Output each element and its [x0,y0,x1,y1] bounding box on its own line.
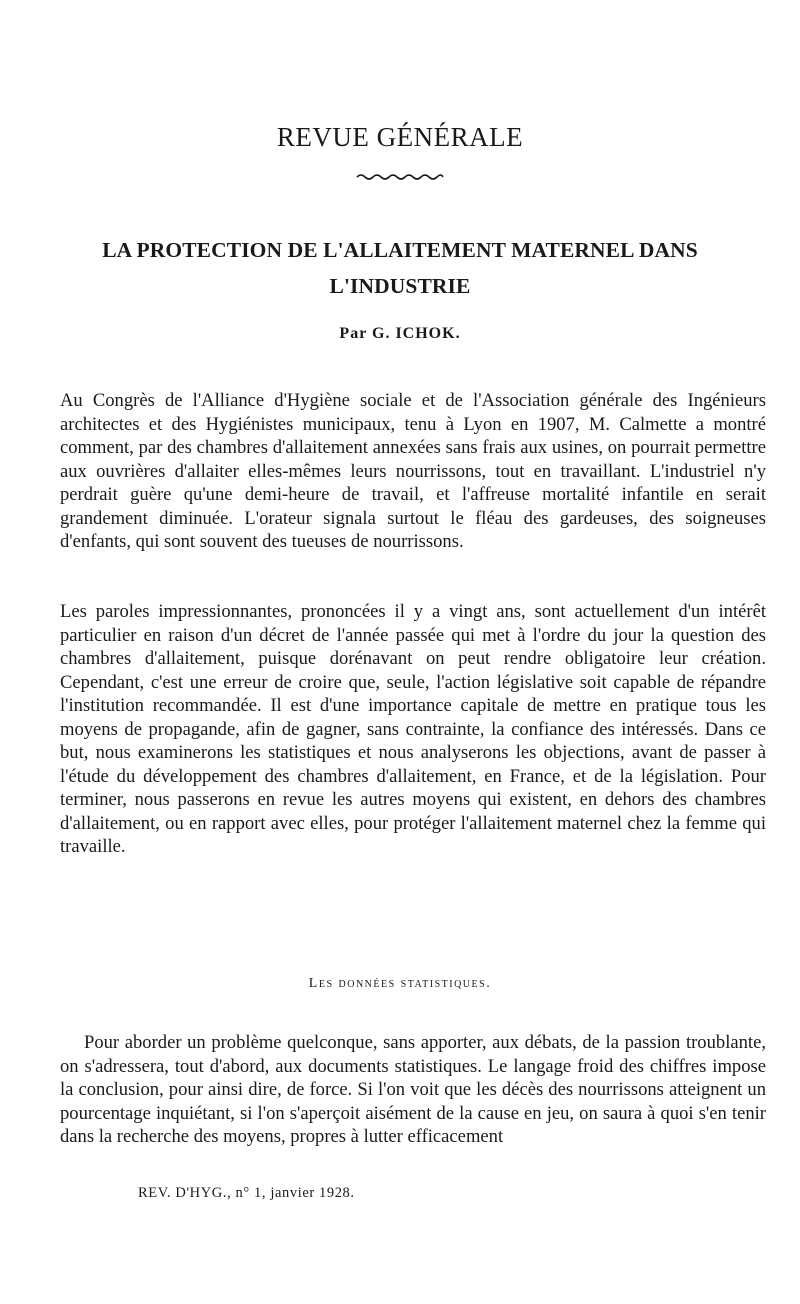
paragraph-context: Les paroles impressionnantes, prononcées il y a vingt ans, sont actuellement d'un intérêt particulier en raison d'un décret de l'année passée qui met à l'ordre du jour la question des chambres d'allaitement, puisque dorénavant on peut rendre obligatoire leur création. Cependant, c'est une erreur de croire que, seule, l'action législative soit capable de répandre l'institution recommandée. Il est d'une importance capitale de mettre en pratique tous les moyens de propagande, afin de gagner, sans contrainte, la confiance des intéressés. Dans ce but, nous examinerons les statistiques et nous analyserons les objections, avant de passer à l'étude du développement des chambres d'allaitement, en France, et de la législation. Pour terminer, nous passerons en revue les autres moyens qui existent, en dehors des chambres d'allaitement, ou en rapport avec elles, pour protéger l'allaitement maternel chez la femme qui travaille. [60,601,766,857]
author-byline: Par G. ICHOK. [339,325,461,342]
wavy-ornament-icon [355,172,445,182]
journal-citation: REV. D'HYG., n° 1, janvier 1928. [138,1185,355,1201]
section-subheading: Les données statistiques. [308,976,492,991]
paragraph-intro: Au Congrès de l'Alliance d'Hygiène sociale et de l'Association générale des Ingénieurs architectes et des Hygiénistes municipaux, tenu à Lyon en 1907, M. Calmette a montré comment, par des chambres d'allaitement annexées sans frais aux usines, on pourrait permettre aux ouvrières d'allaiter elles-mêmes leurs nourrissons, tout en travaillant. L'industriel n'y perdrait guère qu'une demi-heure de travail, et l'affreuse mortalité infantile en serait grandement diminuée. L'orateur signala surtout le fléau des gardeuses, des soigneuses d'enfants, qui sont souvent des tueuses de nourrissons. [60,390,766,552]
article-title: LA PROTECTION DE L'ALLAITEMENT MATERNEL DANS L'INDUSTRIE [102,238,698,298]
section-title: REVUE GÉNÉRALE [276,122,524,152]
paragraph-statistics: Pour aborder un problème quelconque, sans apporter, aux débats, de la passion troublante, on s'adressera, tout d'abord, aux documents statistiques. Le langage froid des chiffres impose la conclusion, pour ainsi dire, de force. Si l'on voit que les décès des nourrissons atteignent un pourcentage inquiétant, si l'on s'aperçoit aisément de la cause en jeu, on saura à quoi s'en tenir dans la recherche des moyens, propres à lutter efficacement [60,1032,766,1147]
